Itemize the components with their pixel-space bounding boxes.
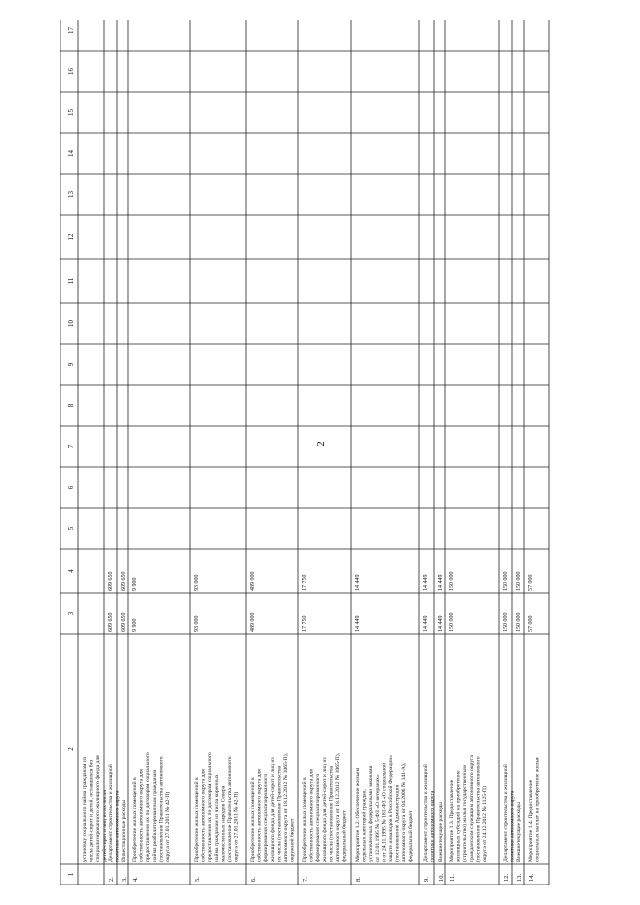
row-name-line: округа от 24.12.2012 № 1125-П) [482, 786, 488, 862]
row-number: 11. [449, 874, 456, 882]
column-number-header: 14 [67, 150, 75, 157]
row-name-line: (постановление Правительства автономного [475, 756, 482, 862]
row-number: 8. [355, 877, 362, 882]
row-name-line: политики автономного округа [509, 790, 516, 862]
row-name-line: найма гражданам из числа коренных [213, 774, 220, 862]
row-number: 7. [302, 877, 309, 882]
row-name-line: формирования специализированного [263, 773, 270, 862]
row-name-line: Департамент строительства и жилищной [423, 764, 429, 862]
row-name-line: Мероприятие 1.2. Обеспечение жильем [355, 767, 361, 862]
row-name-line: (строительство) жилья государственным [462, 765, 469, 862]
table-grid [60, 20, 549, 885]
column-number-header: 9 [67, 362, 75, 367]
row-name-line: Приобретение жилых помещений в [250, 777, 256, 862]
cell-value-col3: 150 000 [516, 612, 522, 632]
row-name-line: формирования специализированного [315, 773, 322, 862]
row-name-line: собственность автономного округа для [200, 769, 207, 862]
row-number: 13. [516, 873, 523, 882]
row-name-line: (постановление Правительства автономного [227, 756, 233, 862]
row-name-line: Внешнетекущие расходы [516, 801, 522, 862]
cell-value-col4: 150 000 [503, 571, 509, 591]
cell-value-col4: 9 900 [132, 577, 138, 591]
column-number-header: 16 [67, 68, 75, 75]
row-name-line: детей-сирот и лиц из их числа [101, 790, 108, 862]
column-number-header: 5 [67, 526, 75, 531]
row-name-line: гражданским служащим автономного округа [468, 755, 475, 862]
cell-value-col3: 489 000 [250, 612, 256, 632]
row-name-line: Внешнетекущие расходы [438, 801, 444, 862]
column-number-header: 11 [67, 277, 75, 285]
row-number: 12. [503, 873, 510, 882]
column-number-header: 10 [67, 320, 75, 327]
column-number-header: 4 [67, 569, 75, 573]
row-name-line: социальных выплат на приобретение жилья [534, 757, 541, 862]
row-number: 5. [194, 877, 201, 882]
column-number-header: 12 [67, 233, 75, 241]
row-name-line: Департамент строительства и жилищной [503, 764, 509, 862]
row-name-line: политики автономного округа [114, 790, 121, 862]
cell-value-col3: 150 000 [449, 612, 455, 632]
cell-value-col4: 14 449 [423, 574, 429, 591]
row-name-line: автономного округа от 18.12.2012 № 1065-П), [335, 753, 341, 862]
row-name-line: жилищного фонда для детей-сирот и лиц из [321, 757, 328, 862]
table-svg [60, 20, 580, 885]
row-number: 10. [438, 873, 445, 882]
cell-value-col4: 14 449 [438, 574, 444, 591]
row-name-line: найма реабилитированным гражданам [151, 770, 158, 862]
row-name-line: их числа (постановление Правительства [328, 765, 335, 862]
row-name-line: жилищного фонда для детей-сирот и лиц из [269, 757, 276, 862]
cell-value-col3: 17 750 [302, 615, 308, 632]
row-name-line: установленных федеральными законами [368, 765, 375, 862]
row-name-line: Приобретение жилых помещений в [302, 777, 308, 862]
row-number: 2. [108, 877, 115, 882]
cell-value-col3: 14 449 [438, 615, 444, 632]
row-name-line: предоставления их по договорам социального [145, 752, 152, 862]
row-name-line: округа от 27.01.2011 № 42-П) [165, 791, 171, 862]
cell-value-col4: 609 650 [121, 571, 127, 591]
cell-value-col4: 489 000 [250, 571, 256, 591]
row-name-line: и от 24.11.1995 № 181-ФЗ «О социальной [381, 762, 388, 862]
row-name-line: округа от 27.01.2011 № 42-П) [233, 791, 240, 862]
row-name-line: отдельных категорий граждан, [361, 789, 368, 862]
cell-value-col4: 609 650 [108, 571, 114, 591]
cell-value-col3: 609 650 [108, 612, 114, 632]
row-name-line: Приобретение жилых помещений в [194, 777, 200, 862]
row-name-line: собственность автономного округа для [138, 769, 145, 862]
cell-value-col4: 57 000 [528, 574, 534, 591]
row-name-line: Департамент строительства и жилищной [108, 764, 114, 862]
row-name-line: автономного округа от 04.2006 № 141-А), [401, 762, 408, 862]
cell-value-col3: 150 000 [503, 612, 509, 632]
row-name-line: защите инвалидов в Российской Федерации» [388, 754, 394, 862]
row-name-line: Мероприятие 1.3. Предоставление [449, 779, 455, 862]
row-name-line: числа детей-сирот и детей, оставшихся без [88, 759, 95, 862]
row-name-line: установку социального найма гражданам из [82, 756, 88, 862]
row-name-line: федеральный бюджет [341, 810, 348, 862]
column-number-header: 2 [67, 747, 75, 751]
row-name-line: малочисленных народов Севера [220, 785, 227, 862]
cell-value-col4: 93 000 [194, 574, 200, 591]
cell-value-col3: 93 000 [194, 615, 200, 632]
column-number-header: 8 [67, 403, 75, 408]
cell-value-col3: 57 000 [528, 615, 534, 632]
column-number-header: 7 [67, 444, 75, 449]
row-name-line: жилищных субсидий на приобретение [455, 770, 462, 862]
row-name-line: окружной бюджет [289, 818, 296, 862]
row-name-line: предоставления их по договорам социального [207, 752, 214, 862]
row-name-line: собственность автономного округа для [256, 769, 263, 862]
row-name-line: (постановление Правительства автономного [158, 756, 165, 862]
page-number: 2 [314, 441, 327, 447]
column-number-header: 17 [67, 27, 75, 34]
row-name-line: их числа (постановление Правительства [276, 765, 283, 862]
column-number-header: 6 [67, 485, 75, 490]
row-number: 9. [423, 877, 430, 882]
row-name-line: федеральный бюджет [407, 810, 414, 862]
cell-value-col4: 17 750 [302, 574, 308, 591]
row-name-line: автономного округа от 18.12.2012 № 1065-П), [283, 753, 289, 862]
column-number-header: 15 [67, 109, 75, 116]
cell-value-col3: 9 900 [132, 618, 138, 632]
row-name-line: (постановление Администрации [394, 784, 401, 862]
row-number: 14. [528, 873, 535, 882]
cell-value-col4: 14 449 [355, 574, 361, 591]
row-name-line: Мероприятие 1.4. Предоставление [528, 779, 534, 862]
row-name-line: собственность автономного округа для [308, 769, 315, 862]
column-number-header: 13 [67, 191, 75, 198]
row-number: 3. [121, 877, 128, 882]
cell-value-col3: 14 449 [355, 615, 361, 632]
row-name-line: от 12.01.1995 № 5-ФЗ «О ветеранах» [374, 774, 381, 862]
column-number-header: 1 [67, 872, 75, 877]
row-name-line: Инвестиционные расходы [121, 799, 127, 862]
row-name-line: Приобретение жилых помещений в [132, 777, 138, 862]
column-number-header: 3 [67, 611, 75, 616]
row-number: 6. [250, 877, 257, 882]
cell-value-col4: 150 000 [516, 571, 522, 591]
rotated-table [60, 20, 580, 885]
row-name-line: специализированного жилищного фонда для [95, 755, 102, 862]
cell-value-col4: 150 000 [449, 571, 455, 591]
row-name-line: политики автономного округа [429, 790, 436, 862]
cell-value-col3: 14 449 [423, 615, 429, 632]
cell-value-col3: 609 650 [121, 612, 127, 632]
row-number: 4. [132, 877, 139, 882]
